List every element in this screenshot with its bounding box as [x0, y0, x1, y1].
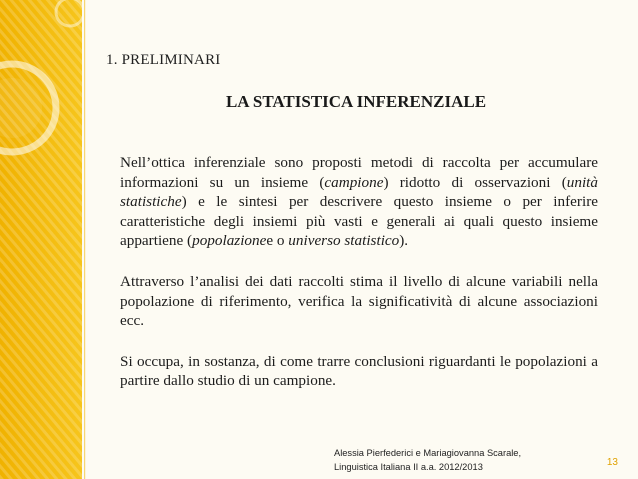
slide-title: LA STATISTICA INFERENZIALE — [225, 92, 487, 111]
footer-authors: Alessia Pierfederici e Mariagiovanna Scarale, — [334, 448, 522, 458]
term-universo-statistico: universo statistico — [288, 232, 400, 250]
slide-body — [120, 153, 598, 412]
decorative-side-band — [0, 0, 88, 479]
p1-text-3: ) e le sintesi per descrivere questo insieme o per inferire caratteristiche degli insiemi più vasti e generali ai quali questo insieme appartiene ( — [120, 193, 598, 250]
page-number: 13 — [606, 457, 618, 468]
paragraph-conclusions: Si occupa, in sostanza, di come trarre conclusioni riguardanti le popolazioni a partire dallo studio di un campione. — [120, 352, 598, 390]
paragraph-inference-definition — [120, 153, 598, 251]
section-label: 1. PRELIMINARI — [106, 52, 221, 68]
term-campione: campione — [324, 173, 384, 191]
footer-credit — [334, 446, 521, 474]
term-popolazione: popolazione — [192, 232, 267, 250]
p1-text-4: e o — [266, 232, 289, 250]
term-unita-statistiche: unità statistiche — [120, 173, 598, 211]
footer-course: Linguistica Italiana II a.a. 2012/2013 — [334, 462, 483, 472]
paragraph-data-analysis: Attraverso l’analisi dei dati raccolti stima il livello di alcune variabili nella popolazione di riferimento, verifica la significatività di alcune associazioni ecc. — [120, 272, 598, 330]
p1-text-2: ) ridotto di osservazioni ( — [383, 173, 567, 191]
p1-text-1: Nell’ottica inferenziale sono proposti metodi di raccolta per accumulare informazioni su un insieme ( — [120, 154, 598, 191]
p1-text-5: ). — [399, 232, 409, 250]
